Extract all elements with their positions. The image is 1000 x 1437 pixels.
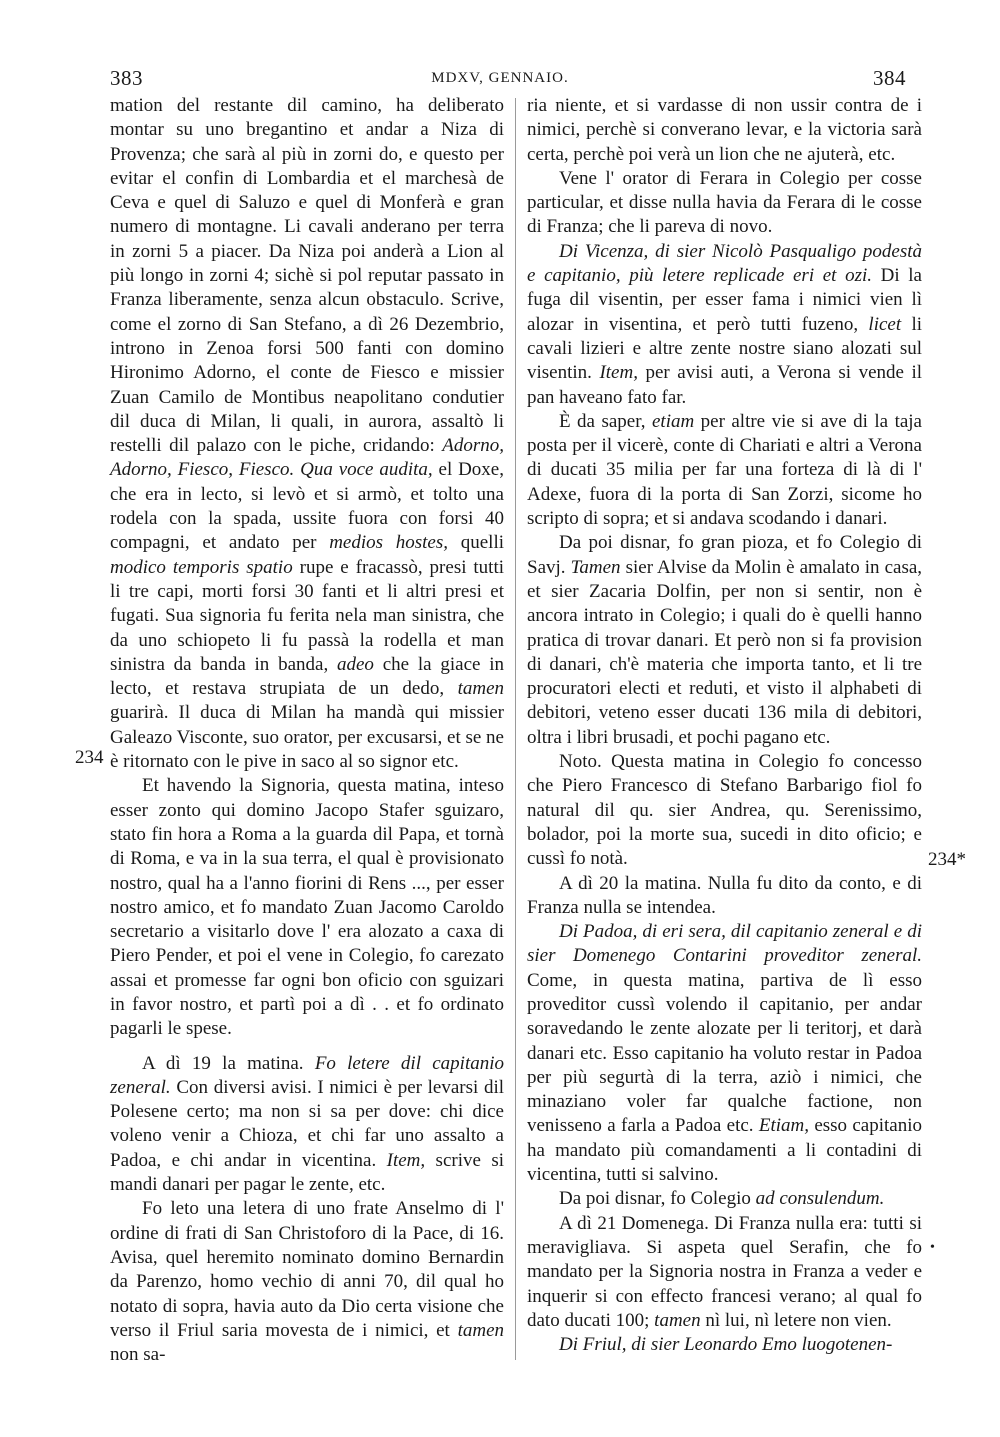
page-number-right: 384	[873, 66, 906, 90]
margin-dot: •	[930, 1240, 935, 1255]
right-column	[527, 94, 922, 1357]
paragraph: Da poi disnar, fo Colegio ad consulendum.	[559, 1188, 885, 1210]
paragraph: Di Friul, di sier Leonardo Emo luogotenen-	[559, 1334, 893, 1356]
page-number-left: 383	[110, 66, 143, 90]
paragraph: Di Vicenza, di sier Nicolò Pasqualigo podestà e capitanio, più letere replicade eri et ozi. Di la fuga dil visentin, per esser fama i nimici vien lì alozar in visentina, et però tutti fuzeno, licet li cavali lizieri e altre zente nostre siano alozati sul visentin. Item, per avisi auti, a Verona si vende il pan haveano fato far.	[527, 240, 923, 408]
left-column	[110, 94, 504, 1367]
paragraph: ria niente, et si vardasse di non ussir contra de i nimici, perchè si converano levar, e la victoria sarà certa, perchè poi verà un lion che ne ajuterà, etc.	[527, 95, 922, 165]
paragraph: Fo leto una letera di uno frate Anselmo di l' ordine di frati di San Christoforo di la Pace, di 16. Avisa, quel heremito nominato domino Bernardin da Parenzo, homo vechio di anni 70, dil qual ho notato di sopra, havia auto da Dio certa visione che verso il Friul saria movesta de i nimici, et tamen non sa-	[110, 1198, 505, 1366]
paragraph: mation del restante dil camino, ha deliberato montar su uno bregantino et andar a Niza di Provenza; che sarà al più in zorni do, e questo per evitar el confin di Lombardia et el marchesà de Ceva e quel di Saluzo e quel di Monferà e gran numero di montagne. Li cavali anderano per terra in zorni 5 a piacer. Da Niza poi anderà a Lion al più longo in zorni 4; sichè si pol reputar passato in Franza liberamente, senza alcun obstaculo. Scrive, come el zorno di San Stefano, a dì 26 Dezembrio, introno in Zenoa forsi 500 fanti con domino Hironimo Adorno, el conte de Fiesco e missier Zuan Camilo de Montibus neapolitano condutier dil duca di Milan, li quali, in aurora, assaltò li restelli dil palazo con le piche, cridando: Adorno, Adorno, Fiesco, Fiesco. Qua voce audita, el Doxe, che era in lecto, si levò et si armò, et tolto una rodela con la spada, ussite fuora con forsi 40 compagni, et andato per medios hostes, quelli modico temporis spatio rupe e fracassò, presi tutti li tre capi, morti forsi 30 fanti et li altri presi et fugati. Sua signoria fu ferita nela man sinistra, che da uno schiopeto li fu passà la rodella et man sinistra da banda in banda, adeo che la giace in lecto, et restava strupiata de un dedo, tamen guarirà. Il duca di Milan ha mandà qui missier Galeazo Visconte, suo orator, per excusarsi, et se ne è ritornato con le pive in saco al so signor etc.	[110, 95, 505, 773]
column-divider	[515, 98, 516, 1360]
paragraph: È da saper, etiam per altre vie si ave di la taja posta per il vicerè, conte di Chariati e altri a Verona di ducati 35 milia per far una forteza di là di l' Adexe, fuora di la porta di San Zorzi, sicome ho scripto di sopra; et si andava scodando i danari.	[527, 410, 922, 530]
paragraph: A dì 20 la matina. Nulla fu dito da conto, e di Franza nulla se intendea.	[527, 872, 922, 918]
paragraph: Noto. Questa matina in Colegio fo concesso che Piero Francesco di Stefano Barbarigo fiol fo natural dil qu. sier Andrea, qu. Serenissimo, bolador, poi la morte sua, sucedi in dito oficio; e cussì fo notà.	[527, 751, 922, 870]
running-title: MDXV, GENNAIO.	[431, 70, 569, 86]
margin-number-left: 234	[75, 747, 104, 768]
paragraph: Di Padoa, di eri sera, dil capitanio zeneral e di sier Domenego Contarini proveditor zeneral. Come, in questa matina, partiva de lì esso proveditor cussì volendo il capitanio, per andar soravedando le zente alozate per li teritorj, et darà danari etc. Esso capitanio ha voluto restar in Padoa per più segurtà di la terra, aziò i nimici, che minaziano voler far qualche factione, non venisseno a farla a Padoa etc. Etiam, esso capitanio ha mandato più comandamenti a li contadini di vicentina, tutti si salvino.	[527, 921, 923, 1186]
paragraph: Et havendo la Signoria, questa matina, inteso esser zonto qui domino Jacopo Stafer sguizaro, stato fin hora a Roma a la guarda dil Papa, et tornà di Roma, e va in la sua terra, el qual è provisionato nostro, qual ha a l'anno fiorini di Rens ..., per esser nostro amico, et fo mandato Zuan Jacomo Caroldo secretario a visitarlo dove l' era alozato a caxa di Piero Pender, et poi el vene in Colegio, fo carezato assai et promesse far ogni bon oficio con sguizari in favor nostro, et partì poi a dì . . et fo ordinato pagarli le spese.	[110, 775, 504, 1040]
paragraph: Da poi disnar, fo gran pioza, et fo Colegio di Savj. Tamen sier Alvise da Molin è amalato in casa, et sier Zacaria Dolfin, per non si sentir, non è ancora intrato in Colegio; i quali do è quelli hanno pratica di trovar danari. Et però non si fa provision di danari, ch'è materia che importa tanto, et li tre procuratori electi et reduti, et visto il alphabeti di debitori, veteno esser ducati 136 mila di debitori, oltra i libri brusadi, et pochi pagano etc.	[527, 532, 923, 748]
margin-number-right: 234*	[928, 849, 966, 870]
paragraph: A dì 19 la matina. Fo letere dil capitanio zeneral. Con diversi avisi. I nimici è per levarsi dil Polesene certo; ma non si sa per dove: chi dice voleno venir a Chioza, et chi far uno assalto a Padoa, e chi andar in vicentina. Item, scrive si mandi danari per pagar le zente, etc.	[110, 1052, 505, 1196]
paragraph: A dì 21 Domenega. Di Franza nulla era: tutti si meravigliava. Si aspeta quel Serafin, che fo mandato per la Signoria nostra in Franza a veder e inquerir si con effecto francesi verano; al qual fo dato ducati 100; tamen nì lui, nì letere non vien.	[527, 1212, 922, 1331]
paragraph: Vene l' orator di Ferara in Colegio per cosse particular, et disse nulla havia da Ferara di le cosse di Franza; che li pareva di novo.	[527, 167, 922, 238]
